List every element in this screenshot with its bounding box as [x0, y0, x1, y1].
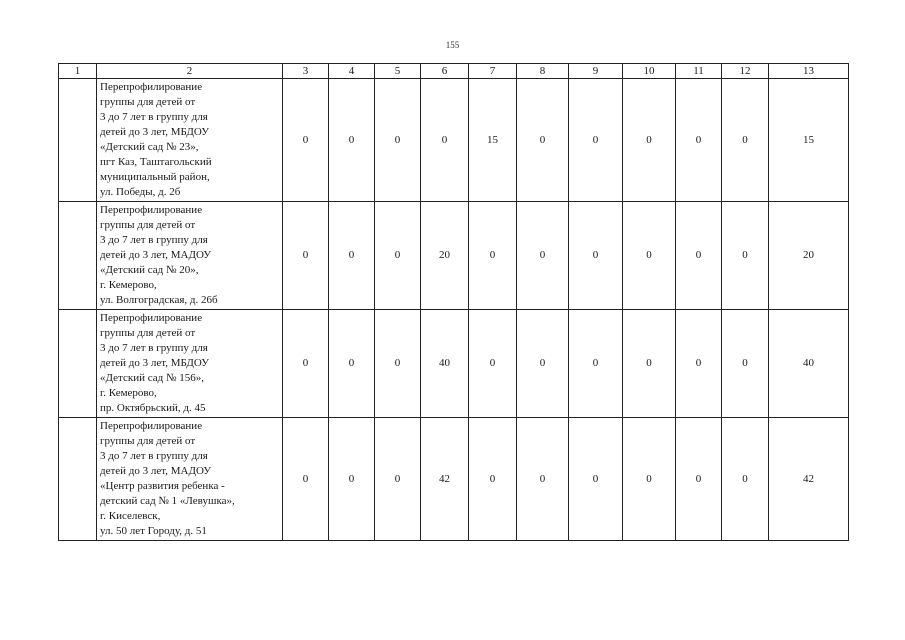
value-cell: 0: [375, 79, 421, 202]
value-cell: 0: [329, 310, 375, 418]
value-cell: 0: [375, 418, 421, 541]
header-col-9: 9: [569, 64, 623, 79]
table-body: [59, 79, 849, 541]
description-cell: Перепрофилирование группы для детей от 3 до 7 лет в группу для детей до 3 лет, МАДОУ «Центр развития ребенка - детский сад № 1 «Левушка», г. Киселевск, ул. 50 лет Городу, д. 51: [97, 418, 283, 541]
table-row: [59, 310, 849, 418]
value-cell: 0: [623, 418, 676, 541]
value-cell: 0: [623, 79, 676, 202]
description-cell: Перепрофилирование группы для детей от 3 до 7 лет в группу для детей до 3 лет, МАДОУ «Детский сад № 20», г. Кемерово, ул. Волгоградская, д. 26б: [97, 202, 283, 310]
header-col-6: 6: [421, 64, 469, 79]
value-cell: 0: [676, 202, 722, 310]
value-cell: 0: [421, 79, 469, 202]
row-number-cell: [59, 79, 97, 202]
value-cell: 0: [469, 310, 517, 418]
value-cell: 0: [517, 310, 569, 418]
value-cell: 0: [329, 418, 375, 541]
total-cell: 20: [769, 202, 849, 310]
value-cell: 0: [283, 310, 329, 418]
value-cell: 0: [569, 79, 623, 202]
value-cell: 0: [569, 418, 623, 541]
header-col-1: 1: [59, 64, 97, 79]
value-cell: 0: [517, 418, 569, 541]
header-col-12: 12: [722, 64, 769, 79]
header-col-3: 3: [283, 64, 329, 79]
header-col-13: 13: [769, 64, 849, 79]
value-cell: 0: [375, 310, 421, 418]
data-table: [58, 63, 849, 541]
value-cell: 0: [283, 418, 329, 541]
value-cell: 0: [517, 202, 569, 310]
table-header: [59, 64, 849, 79]
value-cell: 0: [623, 202, 676, 310]
value-cell: 0: [676, 418, 722, 541]
value-cell: 0: [469, 418, 517, 541]
header-col-2: 2: [97, 64, 283, 79]
header-col-4: 4: [329, 64, 375, 79]
value-cell: 0: [329, 202, 375, 310]
value-cell: 15: [469, 79, 517, 202]
header-col-8: 8: [517, 64, 569, 79]
table-row: [59, 418, 849, 541]
value-cell: 0: [722, 79, 769, 202]
value-cell: 40: [421, 310, 469, 418]
header-col-11: 11: [676, 64, 722, 79]
table-row: [59, 79, 849, 202]
header-col-7: 7: [469, 64, 517, 79]
value-cell: 20: [421, 202, 469, 310]
value-cell: 0: [623, 310, 676, 418]
value-cell: 0: [569, 202, 623, 310]
value-cell: 0: [569, 310, 623, 418]
header-row: [59, 64, 849, 79]
description-cell: Перепрофилирование группы для детей от 3 до 7 лет в группу для детей до 3 лет, МБДОУ «Детский сад № 23», пгт Каз, Таштагольский муниципальный район, ул. Победы, д. 2б: [97, 79, 283, 202]
value-cell: 42: [421, 418, 469, 541]
value-cell: 0: [676, 79, 722, 202]
header-col-10: 10: [623, 64, 676, 79]
total-cell: 42: [769, 418, 849, 541]
row-number-cell: [59, 418, 97, 541]
page-number: 155: [445, 40, 460, 50]
header-col-5: 5: [375, 64, 421, 79]
value-cell: 0: [283, 202, 329, 310]
total-cell: 15: [769, 79, 849, 202]
value-cell: 0: [722, 310, 769, 418]
value-cell: 0: [722, 202, 769, 310]
row-number-cell: [59, 310, 97, 418]
value-cell: 0: [469, 202, 517, 310]
value-cell: 0: [676, 310, 722, 418]
row-number-cell: [59, 202, 97, 310]
total-cell: 40: [769, 310, 849, 418]
table-row: [59, 202, 849, 310]
value-cell: 0: [329, 79, 375, 202]
value-cell: 0: [722, 418, 769, 541]
value-cell: 0: [517, 79, 569, 202]
value-cell: 0: [375, 202, 421, 310]
value-cell: 0: [283, 79, 329, 202]
description-cell: Перепрофилирование группы для детей от 3 до 7 лет в группу для детей до 3 лет, МБДОУ «Детский сад № 156», г. Кемерово, пр. Октябрьский, д. 45: [97, 310, 283, 418]
